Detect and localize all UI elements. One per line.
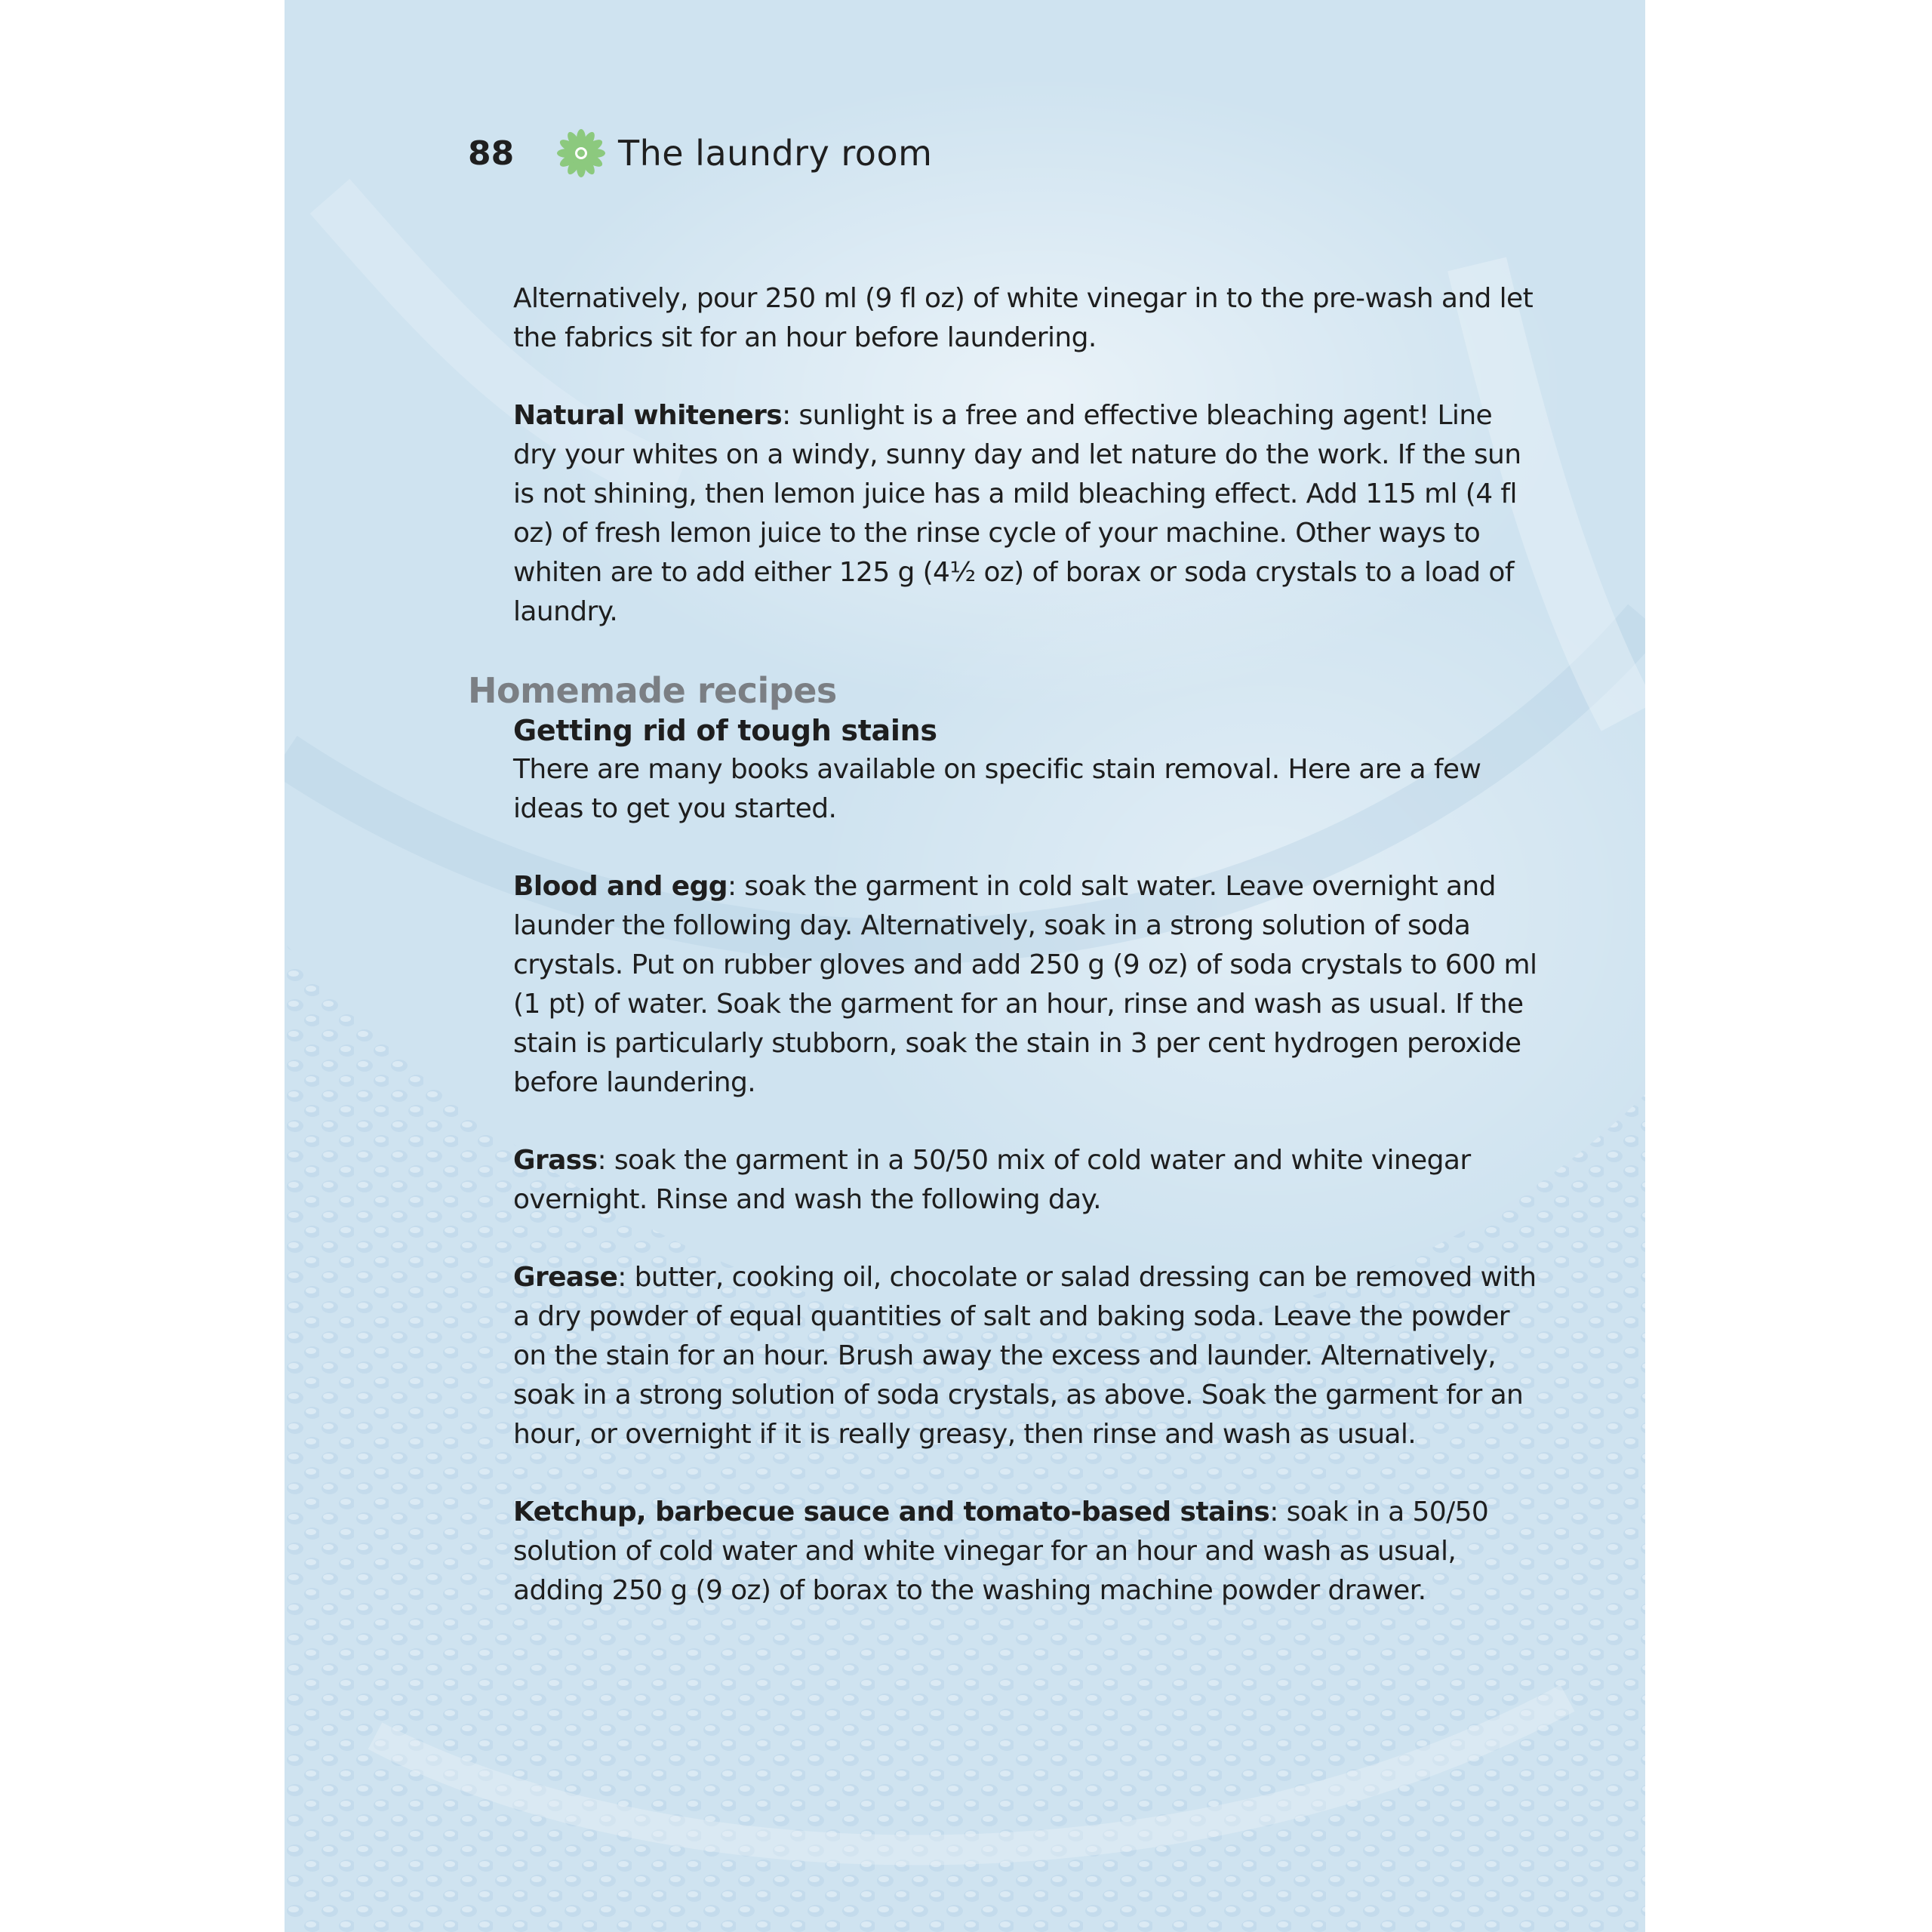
stains-intro-paragraph: There are many books available on specific stain removal. Here are a few ideas to get you started. [513,754,1481,824]
section-title: The laundry room [618,133,933,174]
tough-stains-heading: Getting rid of tough stains [513,714,937,747]
stains-section [513,711,1540,1611]
grease-term: Grease [513,1262,618,1293]
grease-text: : butter, cooking oil, chocolate or salad dressing can be removed with a dry powder of equal quantities of salt and baking soda. Leave the powder on the stain for an hour. Brush away the excess and launder. Alternatively, soak in a strong solution of soda crystals, as above. Soak the garment for an hour, or overnight if it is really greasy, then rinse and wash as usual. [513,1262,1537,1450]
ketchup-term: Ketchup, barbecue sauce and tomato-based stains [513,1497,1270,1527]
whiteners-term: Natural whiteners [513,400,783,431]
grass-term: Grass [513,1145,598,1176]
whitening-section [513,279,1540,632]
ketchup-paragraph [513,1493,1540,1611]
vinegar-paragraph: Alternatively, pour 250 ml (9 fl oz) of white vinegar in to the pre-wash and let the fabrics sit for an hour before laundering. [513,283,1534,353]
grass-paragraph [513,1141,1540,1220]
blood-egg-term: Blood and egg [513,871,728,902]
ketchup-text: : soak in a 50/50 solution of cold water and white vinegar for an hour and wash as usual, adding 250 g (9 oz) of borax to the washing machine powder drawer. [513,1497,1489,1606]
flower-icon [555,127,608,180]
grease-paragraph [513,1258,1540,1454]
homemade-recipes-heading: Homemade recipes [468,670,837,711]
grass-text: : soak the garment in a 50/50 mix of cold water and white vinegar overnight. Rinse and wash the following day. [513,1145,1471,1215]
page-content [468,279,1540,1649]
whiteners-paragraph [513,396,1540,632]
book-page [285,0,1645,1932]
blood-egg-paragraph [513,867,1540,1103]
blood-egg-text: : soak the garment in cold salt water. Leave overnight and launder the following day. Alternatively, soak in a strong solution of soda crystals. Put on rubber gloves and add 250 g (9 oz) of soda crystals to 600 ml (1 pt) of water. Soak the garment for an hour, rinse and wash as usual. If the stain is particularly stubborn, soak the stain in 3 per cent hydrogen peroxide before laundering. [513,871,1537,1098]
running-header [468,127,932,180]
page-number: 88 [468,134,515,173]
whiteners-text: : sunlight is a free and effective bleaching agent! Line dry your whites on a windy, sunny day and let nature do the work. If the sun is not shining, then lemon juice has a mild bleaching effect. Add 115 ml (4 fl oz) of fresh lemon juice to the rinse cycle of your machine. Other ways to whiten are to add either 125 g (4½ oz) of borax or soda crystals to a load of laundry. [513,400,1521,627]
